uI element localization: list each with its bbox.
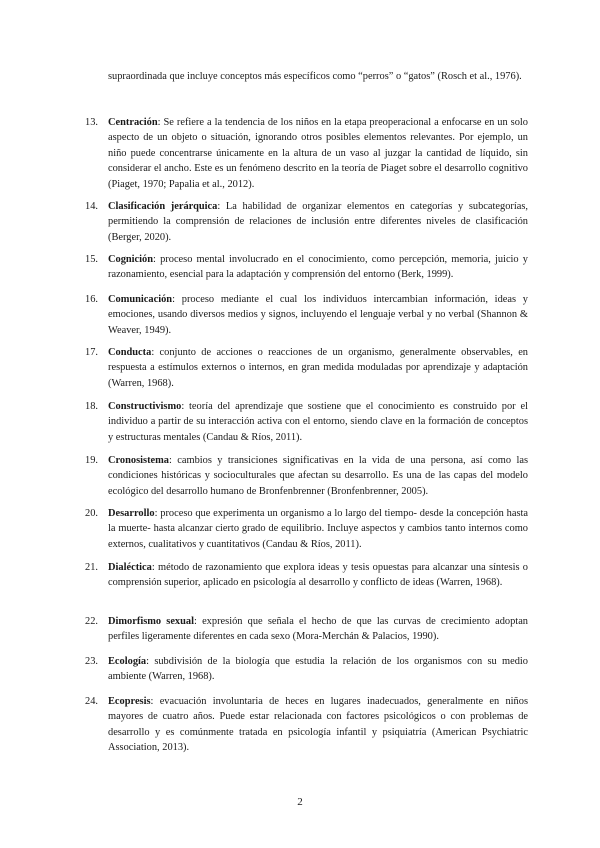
- entry-number: 24.: [85, 696, 98, 707]
- entry-body: [108, 506, 528, 552]
- entry-body: [108, 345, 528, 391]
- entry-definition: : subdivisión de la biología que estudia la relación de los organismos con su medio ambiente (Warren, 1968).: [108, 656, 528, 683]
- entry-definition: : La habilidad de organizar elementos en categorías y subcategorías, permitiendo la comprensión de relaciones de inclusión entre diferentes niveles de clasificación (Berger, 2020).: [108, 201, 528, 243]
- entry-number: 21.: [85, 562, 98, 573]
- entry-number: 16.: [85, 294, 98, 305]
- glossary-entry-24: [85, 694, 528, 756]
- entry-body: [108, 199, 528, 245]
- entry-definition: : proceso mental involucrado en el conocimiento, como percepción, memoria, juicio y razonamiento, esencial para la adaptación y comprensión del entorno (Berk, 1999).: [108, 254, 528, 281]
- entry-definition: : proceso que experimenta un organismo a lo largo del tiempo- desde la concepción hasta la muerte- hasta alcanzar cierto grado de equilibrio. Incluye aspectos y cambios tanto internos como externos, cualitativos y cuantitativos (Candau & Ríos, 2011).: [108, 508, 528, 550]
- glossary-entry-14: [85, 199, 528, 245]
- entry-definition: : conjunto de acciones o reacciones de un organismo, generalmente observables, en respuesta a estímulos externos o internos, en gran medida moduladas por aprendizaje y adaptación (Warren, 1968).: [108, 347, 528, 389]
- glossary-entry-15: [85, 252, 528, 283]
- glossary-entry-13: [85, 115, 528, 192]
- entry-term: Ecopresis: [108, 696, 151, 707]
- entry-definition: : cambios y transiciones significativas en la vida de una persona, así como las condiciones históricas y socioculturales que afectan su desarrollo. Es una de las capas del modelo ecológico del desarrollo humano de Bronfenbrenner (Bronfenbrenner, 2005).: [108, 455, 528, 497]
- entry-body: [108, 115, 528, 192]
- entry-term: Dimorfismo sexual: [108, 616, 194, 627]
- entry-body: [108, 694, 528, 756]
- entry-number: 14.: [85, 201, 98, 212]
- glossary-entry-19: [85, 453, 528, 499]
- entry-definition: : evacuación involuntaria de heces en lugares inadecuados, generalmente en niños mayores de cuatro años. Puede estar relacionada con factores psicológicos o con problemas de desarrollo y es comúnmente tratada en psicología infantil y psiquiatría (American Psychiatric Association, 2013).: [108, 696, 528, 754]
- entry-definition: : expresión que señala el hecho de que las curvas de crecimiento adoptan perfiles ligeramente diferentes en cada sexo (Mora-Merchán & Palacios, 1990).: [108, 616, 529, 643]
- glossary-entry-23: [85, 654, 528, 685]
- entry-number: 20.: [85, 508, 98, 519]
- entry-number: 13.: [85, 117, 98, 128]
- entry-body: [108, 560, 528, 591]
- entry-definition: : teoría del aprendizaje que sostiene que el conocimiento es construido por el individuo a partir de su interacción activa con el entorno, siendo clave en la formación de conceptos y estructuras mentales (Candau & Ríos, 2011).: [108, 401, 528, 443]
- entry-term: Desarrollo: [108, 508, 155, 519]
- entry-body: [108, 453, 528, 499]
- continued-paragraph: supraordinada que incluye conceptos más específicos como “perros” o “gatos” (Rosch et al., 1976).: [108, 71, 522, 82]
- entry-number: 19.: [85, 455, 98, 466]
- entry-definition: : proceso mediante el cual los individuos intercambian información, ideas y emociones, usando diversos medios y signos, incluyendo el lenguaje verbal y no verbal (Shannon & Weaver, 1949).: [108, 294, 528, 336]
- entry-body: [108, 614, 528, 645]
- entry-term: Cronosistema: [108, 455, 169, 466]
- entry-body: [108, 292, 528, 338]
- glossary-entry-17: [85, 345, 528, 391]
- entry-body: [108, 252, 528, 283]
- entry-term: Clasificación jerárquica: [108, 201, 218, 212]
- entry-number: 18.: [85, 401, 98, 412]
- entry-body: [108, 399, 528, 445]
- glossary-entry-22: [85, 614, 528, 645]
- page-number: 2: [297, 796, 303, 808]
- entry-term: Centración: [108, 117, 158, 128]
- glossary-entry-18: [85, 399, 528, 445]
- entry-term: Dialéctica: [108, 562, 152, 573]
- entry-term: Conducta: [108, 347, 152, 358]
- entry-term: Comunicación: [108, 294, 173, 305]
- entry-number: 17.: [85, 347, 98, 358]
- entry-number: 22.: [85, 616, 98, 627]
- entry-term: Constructivismo: [108, 401, 182, 412]
- entry-number: 15.: [85, 254, 98, 265]
- glossary-entry-20: [85, 506, 528, 552]
- entry-number: 23.: [85, 656, 98, 667]
- entry-definition: : Se refiere a la tendencia de los niños en la etapa preoperacional a enfocarse en un solo aspecto de un objeto o situación, ignorando otros posibles elementos relevantes. Por ejemplo, un niño puede concentrarse únicamente en la altura de un vaso al juzgar la cantidad de líquido, sin considerar el ancho. Este es un fenómeno descrito en la teoría de Piaget sobre el desarrollo cognitivo (Piaget, 1970; Papalia et al., 2012).: [108, 117, 528, 190]
- entry-definition: : método de razonamiento que explora ideas y tesis opuestas para alcanzar una síntesis o comprensión superior, aplicado en psicología al desarrollo y conflicto de ideas (Warren, 1968).: [108, 562, 528, 589]
- entry-term: Ecología: [108, 656, 147, 667]
- entry-body: [108, 654, 528, 685]
- glossary-entry-21: [85, 560, 528, 591]
- glossary-entry-16: [85, 292, 528, 338]
- entry-term: Cognición: [108, 254, 154, 265]
